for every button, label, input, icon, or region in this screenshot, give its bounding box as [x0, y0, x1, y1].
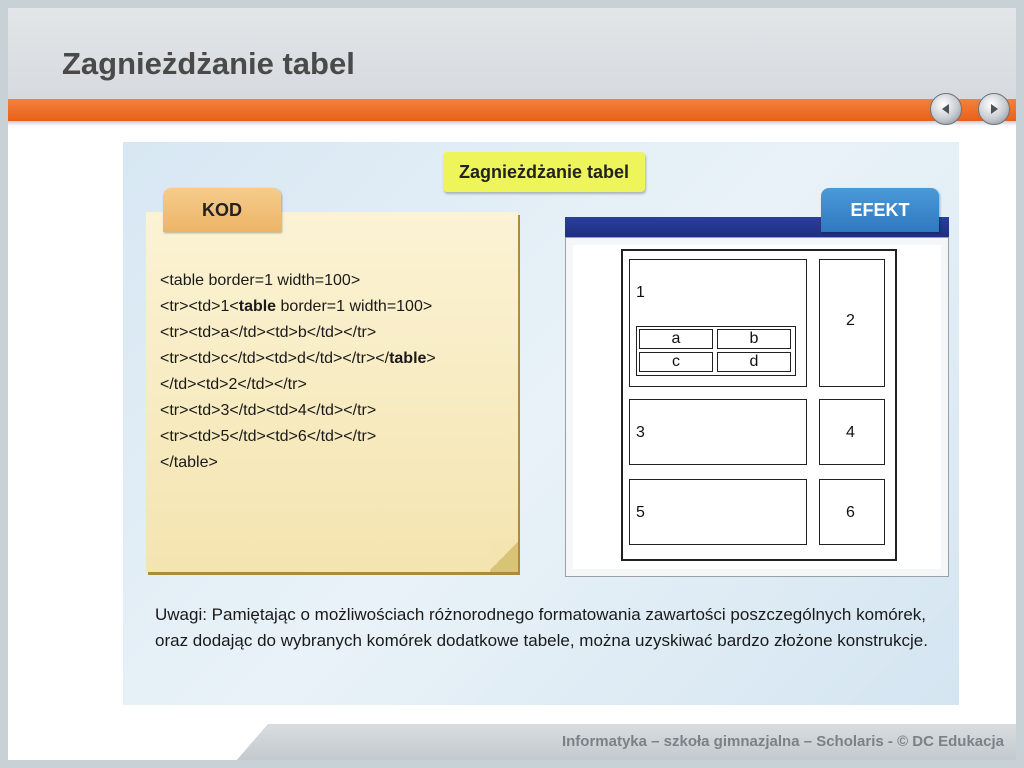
inner-cell-d: d — [717, 352, 791, 372]
orange-divider — [8, 99, 1016, 121]
cell-label: 3 — [636, 424, 645, 441]
cell-label: 1 — [636, 284, 645, 301]
table-cell-6 — [819, 479, 885, 545]
code-line: </table> — [160, 454, 218, 471]
footer-slant — [8, 724, 268, 760]
cell-label: 4 — [846, 424, 855, 441]
code-line: <tr><td>3</td><td>4</td></tr> — [160, 402, 377, 419]
footer-text: Informatyka – szkoła gimnazjalna – Scholaris - © DC Edukacja — [561, 733, 1004, 750]
kod-tab: KOD — [163, 188, 281, 232]
slide-frame — [8, 8, 1016, 760]
cell-label: 2 — [846, 312, 855, 329]
code-line: <tr><td>1<table border=1 width=100> — [160, 298, 433, 315]
table-cell-3 — [629, 399, 807, 465]
next-button[interactable] — [978, 93, 1010, 125]
code-block — [160, 268, 436, 476]
note-text: Uwagi: Pamiętając o możliwościach różnorodnego formatowania zawartości poszczególnych komórek, oraz dodając do wybranych komórek dodatkowe tabele, można uzyskiwać bardzo złożone konstrukcje. — [155, 605, 928, 650]
efekt-panel — [565, 237, 949, 577]
content-panel — [123, 142, 959, 705]
divider-shadow — [8, 121, 1016, 126]
inner-cell-a: a — [639, 329, 713, 349]
code-line: <tr><td>c</td><td>d</td></tr></table> — [160, 350, 436, 367]
inner-cell-b: b — [717, 329, 791, 349]
code-line: </td><td>2</td></tr> — [160, 376, 307, 393]
code-line: <tr><td>a</td><td>b</td></tr> — [160, 324, 377, 341]
table-cell-1 — [629, 259, 807, 387]
code-line: <tr><td>5</td><td>6</td></tr> — [160, 428, 377, 445]
page-title: Zagnieżdżanie tabel — [62, 46, 355, 81]
efekt-preview — [573, 245, 941, 569]
footer — [8, 724, 1016, 760]
page-curl — [490, 540, 518, 572]
table-cell-2 — [819, 259, 885, 387]
inner-table — [636, 326, 796, 376]
header — [8, 8, 1016, 100]
arrow-left-icon — [939, 102, 953, 116]
inner-cell-c: c — [639, 352, 713, 372]
efekt-tab: EFEKT — [821, 188, 939, 232]
prev-button[interactable] — [930, 93, 962, 125]
section-title: Zagnieżdżanie tabel — [443, 152, 645, 192]
outer-table — [621, 249, 897, 561]
arrow-right-icon — [987, 102, 1001, 116]
code-note — [146, 212, 518, 572]
code-line: <table border=1 width=100> — [160, 272, 361, 289]
table-cell-4 — [819, 399, 885, 465]
cell-label: 5 — [636, 504, 645, 521]
table-cell-5 — [629, 479, 807, 545]
cell-label: 6 — [846, 504, 855, 521]
